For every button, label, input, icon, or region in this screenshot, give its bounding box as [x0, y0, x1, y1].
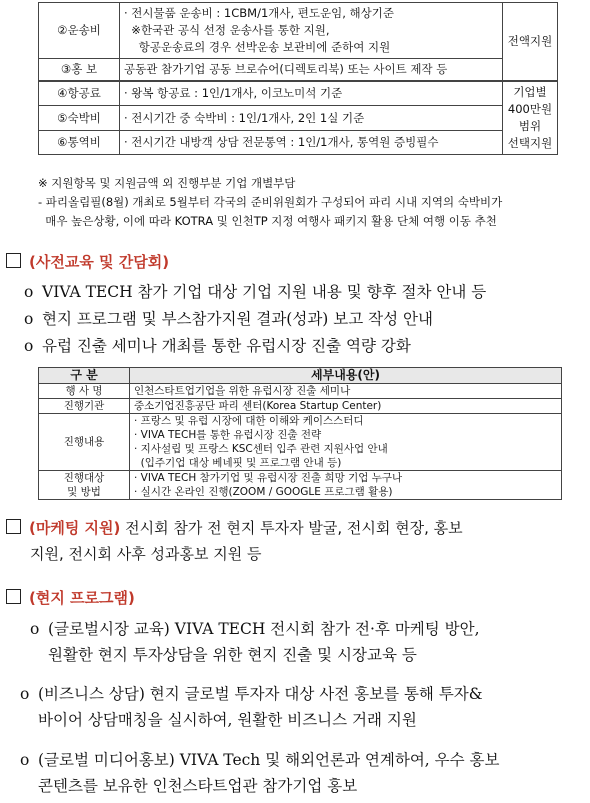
row-content: · 전시기간 중 숙박비 : 1인/1개사, 2인 1실 기준 — [120, 106, 503, 130]
row-label: ⑥통역비 — [39, 130, 120, 154]
list-item: o 현지 프로그램 및 부스참가지원 결과(성과) 보고 작성 안내 — [24, 310, 433, 328]
row-label: ④항공료 — [39, 81, 120, 106]
table-row: 행 사 명 인천스타트업기업을 위한 유럽시장 진출 세미나 — [39, 384, 562, 399]
section-marketing-heading: (마케팅 지원) 전시회 참가 전 현지 투자자 발굴, 전시회 현장, 홍보 — [6, 517, 463, 539]
table-row: 진행기관 중소기업진흥공단 파리 센터(Korea Startup Center) — [39, 399, 562, 414]
row-content: · 전시기간 내방객 상담 전문통역 : 1인/1개사, 통역원 증빙필수 — [120, 130, 503, 154]
checkbox-square-icon — [6, 589, 21, 604]
support-items-table — [38, 2, 558, 155]
checkbox-square-icon — [6, 253, 21, 268]
row-label: ③홍 보 — [39, 59, 120, 82]
row-content: · 전시물품 운송비 : 1CBM/1개사, 편도운임, 해상기준 ※한국관 공식 선정 운송사를 통한 지원, 항공운송료의 경우 선박운송 보관비에 준하여 지원 — [120, 3, 503, 59]
table-row — [39, 81, 558, 106]
table-header-row — [39, 368, 562, 384]
marketing-text-continued: 지원, 전시회 사후 성과홍보 지원 등 — [30, 545, 262, 563]
row-label: ⑤숙박비 — [39, 106, 120, 130]
note-line: 매우 높은상황, 이에 따라 KOTRA 및 인천TP 지정 여행사 패키지 활용 단체 여행 이동 추천 — [38, 214, 497, 228]
row-content: · 왕복 항공료 : 1인/1개사, 이코노미석 기준 — [120, 81, 503, 106]
column-header: 세부내용(안) — [130, 368, 562, 384]
row-label: ②운송비 — [39, 3, 120, 59]
limit-support-cell: 기업별 400만원 범위 선택지원 — [503, 81, 558, 155]
seminar-table — [38, 367, 562, 500]
list-item: o 유럽 진출 세미나 개최를 통한 유럽시장 진출 역량 강화 — [24, 337, 411, 355]
table-row — [39, 106, 558, 130]
section-pre-education-heading: (사전교육 및 간담회) — [6, 251, 169, 273]
note-line: ※ 지원항목 및 지원금액 외 진행부분 기업 개별부담 — [38, 176, 296, 190]
checkbox-square-icon — [6, 519, 21, 534]
list-item-continued: 바이어 상담매칭을 실시하여, 원활한 비즈니스 거래 지원 — [38, 711, 417, 729]
list-item-continued: 콘텐츠를 보유한 인천스타트업관 참가기업 홍보 — [38, 777, 358, 795]
section-local-program-heading: (현지 프로그램) — [6, 587, 135, 609]
full-support-cell: 전액지원 — [503, 3, 558, 82]
row-content: 공동관 참가기업 공동 브로슈어(디렉토리북) 또는 사이트 제작 등 — [120, 59, 503, 82]
column-header: 구 분 — [39, 368, 130, 384]
table-row — [39, 59, 558, 82]
table-row: 진행내용 · 프랑스 및 유럽 시장에 대한 이해와 케이스스터디 · VIVA TECH를 통한 유럽시장 진출 전략 · 지사설립 및 프랑스 KSC센터 입주 관련 지원사업 안내 (입주기업 대상 베네핏 및 프로그램 안내 등) — [39, 414, 562, 471]
list-item: o (비즈니스 상담) 현지 글로벌 투자자 대상 사전 홍보를 통해 투자& — [20, 685, 483, 703]
table-row — [39, 3, 558, 59]
list-item: o VIVA TECH 참가 기업 대상 기업 지원 내용 및 향후 절차 안내 등 — [24, 283, 487, 301]
list-item: o (글로벌시장 교육) VIVA TECH 전시회 참가 전·후 마케팅 방안, — [30, 620, 480, 638]
table-row: 진행대상 및 방법 · VIVA TECH 참가기업 및 유럽시장 진출 희망 기업 누구나 · 실시간 온라인 진행(ZOOM / GOOGLE 프로그램 활용) — [39, 471, 562, 500]
list-item-continued: 원활한 현지 투자상담을 위한 현지 진출 및 시장교육 등 — [48, 646, 417, 664]
note-line: - 파리올림필(8월) 개최로 5월부터 각국의 준비위원회가 구성되어 파리 시내 지역의 숙박비가 — [38, 195, 503, 209]
support-notes — [38, 174, 578, 231]
table-row — [39, 130, 558, 154]
list-item: o (글로벌 미디어홍보) VIVA Tech 및 해외언론과 연계하여, 우수 홍보 — [20, 751, 500, 769]
